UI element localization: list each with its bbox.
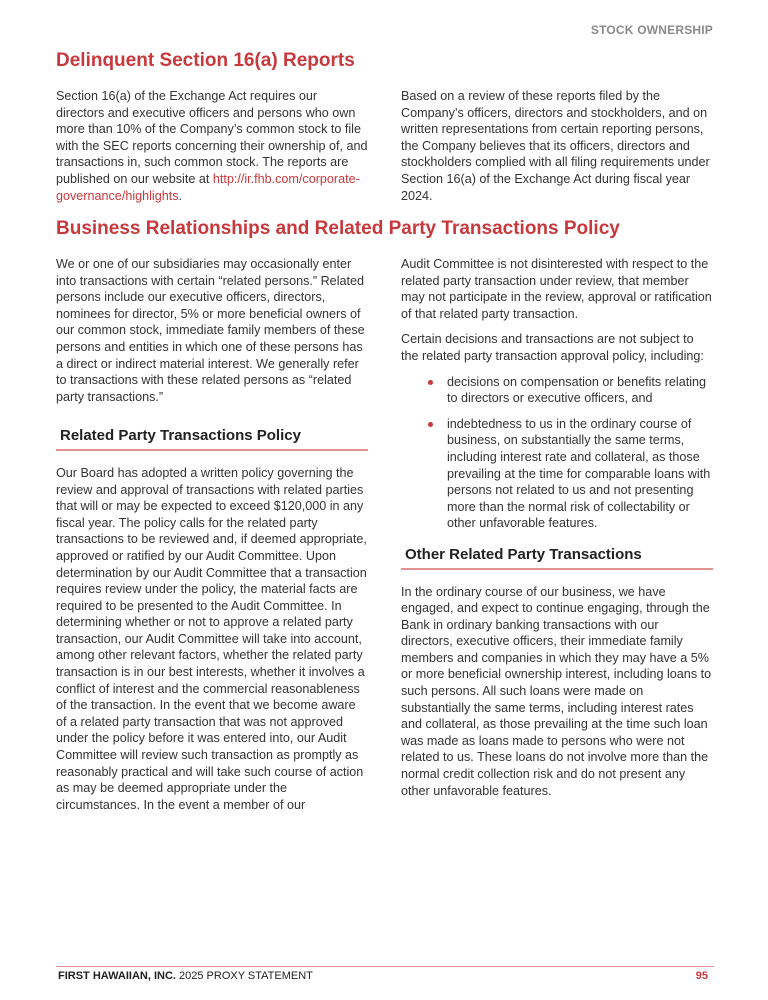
- delinquent-right-paragraph: Based on a review of these reports filed by the Company’s officers, directors and stockholders, and on written representations from certain reporting persons, the Company believes that its officers, directors and stockholders complied with all filing requirements under Section 16(a) of the Exchange Act during fiscal year 2024.: [401, 89, 710, 203]
- related-party-policy-paragraph: Our Board has adopted a written policy governing the review and approval of transactions with related parties that will or may be expected to exceed $120,000 in any fiscal year. The policy calls for the related party transactions to be reviewed and, if deemed appropriate, approved or ratified by our Audit Committee. Upon determination by our Audit Committee that a transaction requires review under the policy, the material facts are required to be presented to the Audit Committee. In determining whether or not to approve a related party transaction, our Audit Committee will take into account, among other relevant factors, whether the related party transaction is in our best interests, whether it involves a conflict of interest and the commercial reasonableness of the transaction. In the event that we become aware of a related party transaction that was not approved under the policy before it was entered into, our Audit Committee will review such transaction as promptly as reasonably practical and will take such course of action as may be deemed appropriate under the circumstances. In the event a member of our: [56, 465, 367, 812]
- exceptions-intro-paragraph: Certain decisions and transactions are not subject to the related party transaction approval policy, including:: [401, 332, 704, 363]
- exception-item: decisions on compensation or benefits relating to directors or executive officers, and: [401, 374, 713, 407]
- page-number: 95: [695, 970, 708, 982]
- exception-item: indebtedness to us in the ordinary course of business, on substantially the same terms, including interest rate and collateral, as those prevailing at the time for comparable loans with persons not related to us and not presenting more than the normal risk of collectability or other unfavorable features.: [401, 416, 713, 532]
- business-relationships-heading: Business Relationships and Related Party Transactions Policy: [56, 218, 620, 239]
- delinquent-right-column: [401, 88, 713, 213]
- delinquent-left-paragraph: Section 16(a) of the Exchange Act requires our directors and executive officers and persons who own more than 10% of the Company’s common stock to file with the SEC reports concerning their ownership of, and transactions in, such common stock. The reports are published on our website at http://ir.fhb.com/corporate-governance/highlights.: [56, 89, 368, 203]
- policy-continued-paragraph: Audit Committee is not disinterested with respect to the related party transaction under review, that member may not participate in the review, approval or ratification of that related party transaction.: [401, 257, 712, 321]
- other-related-party-heading: Other Related Party Transactions: [401, 547, 713, 570]
- governance-highlights-link[interactable]: http://ir.fhb.com/corporate-governance/highlights: [56, 171, 360, 203]
- bullet-icon: [428, 380, 433, 385]
- footer-document-title: FIRST HAWAIIAN, INC. 2025 PROXY STATEMENT: [58, 970, 313, 982]
- delinquent-left-column: [56, 88, 368, 213]
- business-right-column: [401, 256, 713, 808]
- other-related-party-paragraph: In the ordinary course of our business, we have engaged, and expect to continue engaging, through the Bank in ordinary banking transactions with our directors, executive officers, their immediate family members and companies in which they may have a 5% or more beneficial ownership interest, including loans to such persons. All such loans were made on substantially the same terms, including interest rates and collateral, as those prevailing at the time such loan was made as loans made to persons who were not related to us. These loans do not involve more than the normal credit collection risk and do not present any other unfavorable features.: [401, 584, 712, 798]
- business-left-column: [56, 256, 368, 822]
- delinquent-reports-heading: Delinquent Section 16(a) Reports: [56, 50, 355, 71]
- footer-divider: [56, 966, 714, 967]
- business-intro-paragraph: We or one of our subsidiaries may occasionally enter into transactions with certain “related persons.” Related persons include our executive officers, directors, nominees for director, 5% or more beneficial owners of our common stock, immediate family members of these persons and entities in which one of these persons has a direct or indirect material interest. We generally refer to transactions with these related persons as “related party transactions.”: [56, 257, 365, 404]
- exceptions-list: [401, 374, 713, 532]
- related-party-policy-heading: Related Party Transactions Policy: [56, 428, 368, 451]
- running-header-section: STOCK OWNERSHIP: [590, 23, 713, 37]
- bullet-icon: [428, 422, 433, 427]
- footer-company-name: FIRST HAWAIIAN, INC.: [58, 970, 176, 982]
